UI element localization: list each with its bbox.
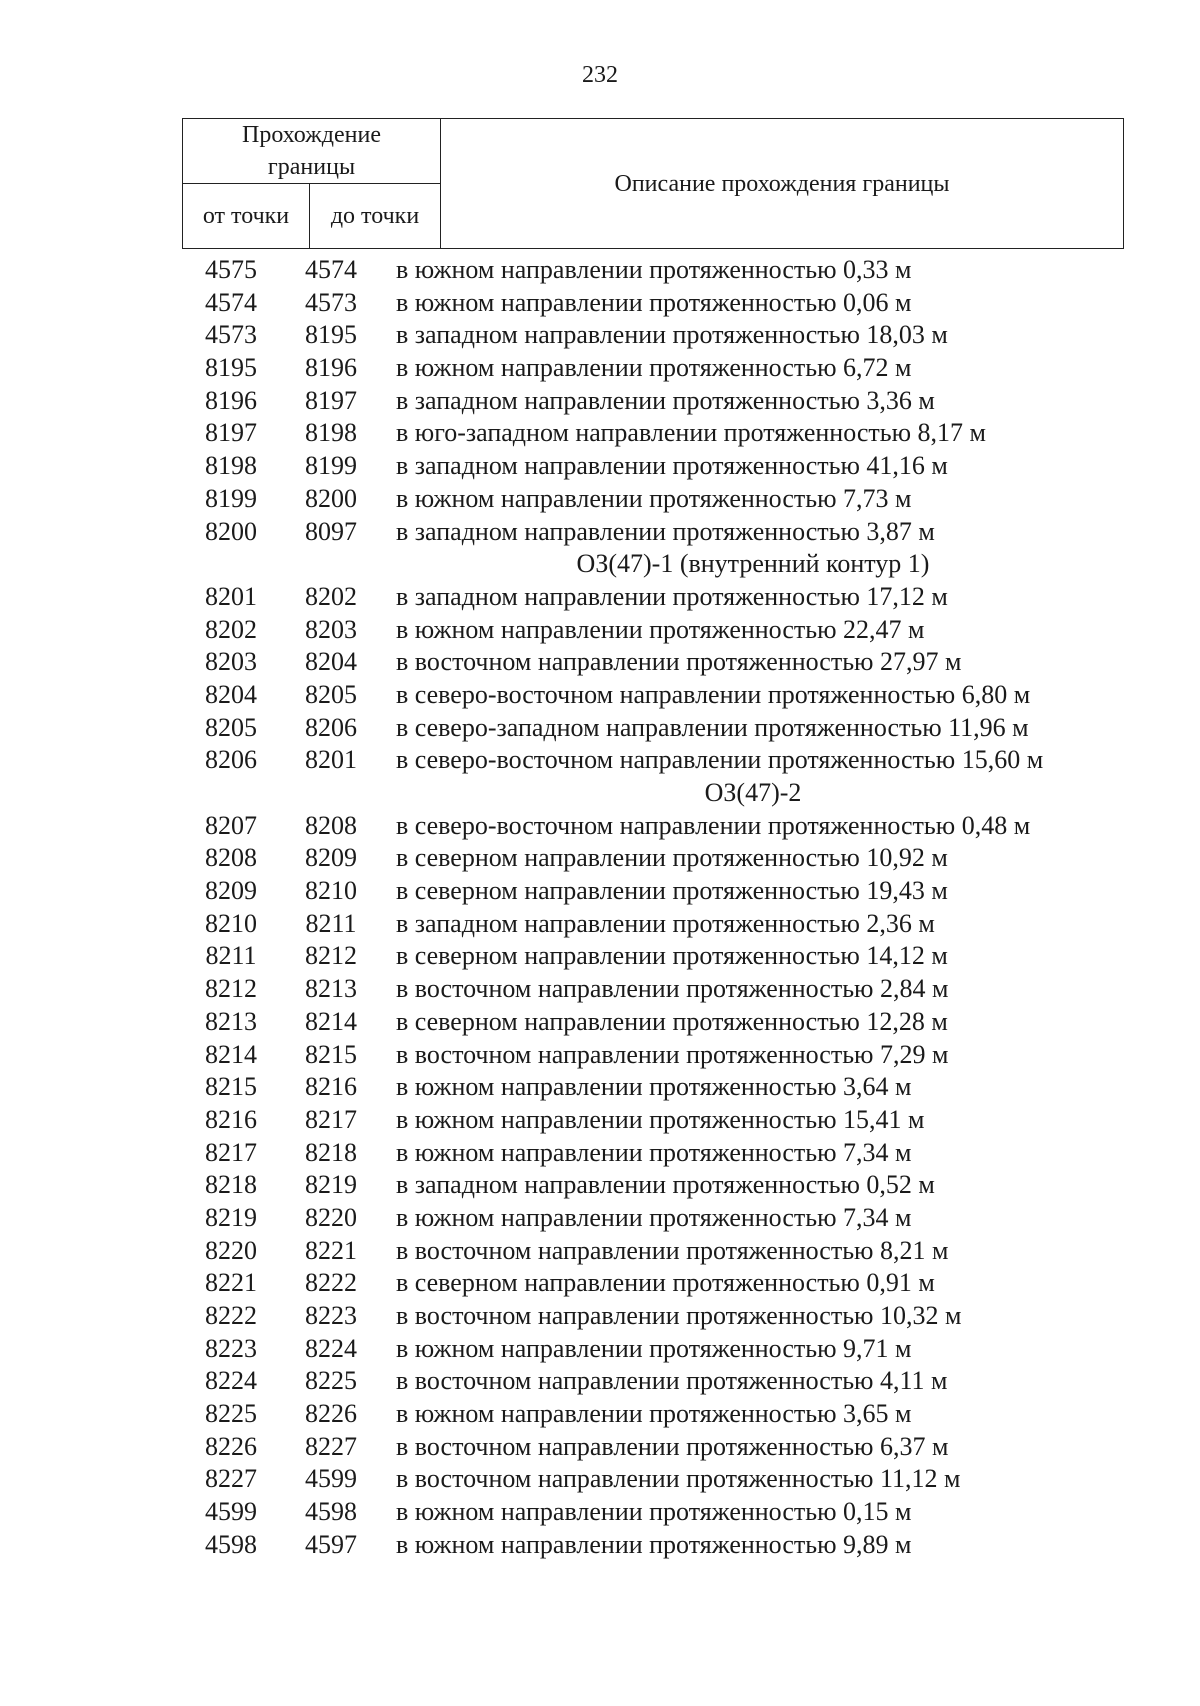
description-cell: в южном направлении протяженностью 7,34 м (396, 1202, 912, 1232)
to-point-cell: 8217 (305, 1104, 357, 1134)
from-point-cell: 4574 (205, 287, 257, 317)
to-point-cell: 8218 (305, 1137, 357, 1167)
to-point-cell: 8213 (305, 974, 357, 1004)
table-row (0, 1071, 1200, 1104)
table-row (0, 581, 1200, 614)
description-cell: в западном направлении протяженностью 0,52 м (396, 1170, 935, 1200)
to-point-cell: 8220 (305, 1202, 357, 1232)
from-point-cell: 4573 (205, 320, 257, 350)
table-header (182, 118, 1124, 249)
description-cell: в восточном направлении протяженностью 6,37 м (396, 1431, 949, 1461)
table-row (0, 1300, 1200, 1333)
to-point-cell: 8195 (305, 320, 357, 350)
to-point-cell: 8199 (305, 451, 357, 481)
description-cell: в восточном направлении протяженностью 4,11 м (396, 1366, 948, 1396)
description-cell: в южном направлении протяженностью 6,72 м (396, 353, 912, 383)
table-row (0, 1267, 1200, 1300)
to-point-cell: 4598 (305, 1497, 357, 1527)
description-cell: в южном направлении протяженностью 15,41 м (396, 1104, 925, 1134)
from-point-cell: 8207 (205, 810, 257, 840)
to-point-cell: 4597 (305, 1529, 357, 1559)
from-point-cell: 8195 (205, 353, 257, 383)
from-point-cell: 8202 (205, 614, 257, 644)
to-point-cell: 4574 (305, 255, 357, 284)
from-point-cell: 8212 (205, 974, 257, 1004)
table-row (0, 1039, 1200, 1072)
table-row (0, 646, 1200, 679)
to-point-cell: 4573 (305, 287, 357, 317)
table-row (0, 679, 1200, 712)
from-point-cell: 8221 (205, 1268, 257, 1298)
section-heading-row (0, 548, 1200, 581)
table-row (0, 1333, 1200, 1366)
from-point-cell: 8216 (205, 1104, 257, 1134)
from-point-cell: 8203 (205, 647, 257, 677)
description-cell: в восточном направлении протяженностью 27,97 м (396, 647, 962, 677)
from-point-cell: 8214 (205, 1039, 257, 1069)
description-cell: в западном направлении протяженностью 3,87 м (396, 516, 935, 546)
to-point-cell: 4599 (305, 1464, 357, 1494)
from-point-cell: 8196 (205, 385, 257, 415)
header-passage: Прохождение границы (183, 119, 441, 184)
table-row (0, 1431, 1200, 1464)
to-point-cell: 8206 (305, 712, 357, 742)
header-from-point: от точки (183, 184, 310, 249)
to-point-cell: 8208 (305, 810, 357, 840)
table-row (0, 450, 1200, 483)
description-cell: в юго-западном направлении протяженностью 8,17 м (396, 418, 986, 448)
table-row (0, 1104, 1200, 1137)
table-row (0, 1006, 1200, 1039)
description-cell: в северном направлении протяженностью 14,12 м (396, 941, 948, 971)
to-point-cell: 8225 (305, 1366, 357, 1396)
description-cell: в северо-западном направлении протяженностью 11,96 м (396, 712, 1029, 742)
from-point-cell: 8223 (205, 1333, 257, 1363)
to-point-cell: 8222 (305, 1268, 357, 1298)
from-point-cell: 8225 (205, 1399, 257, 1429)
from-point-cell: 8222 (205, 1301, 257, 1330)
description-cell: в южном направлении протяженностью 22,47 м (396, 614, 925, 644)
from-point-cell: 8211 (205, 941, 257, 971)
table-row (0, 810, 1200, 843)
from-point-cell: 8224 (205, 1366, 257, 1396)
table-row (0, 875, 1200, 908)
to-point-cell: 8216 (305, 1072, 357, 1102)
table-row (0, 908, 1200, 941)
to-point-cell: 8205 (305, 679, 357, 709)
from-point-cell: 8219 (205, 1202, 257, 1232)
table-row (0, 352, 1200, 385)
description-cell: в северо-восточном направлении протяженностью 15,60 м (396, 745, 1044, 775)
description-cell: в восточном направлении протяженностью 10,32 м (396, 1301, 962, 1330)
table-row (0, 1529, 1200, 1562)
to-point-cell: 8227 (305, 1431, 357, 1461)
section-caption: ОЗ(47)-2 (704, 778, 802, 807)
from-point-cell: 8217 (205, 1137, 257, 1167)
from-point-cell: 8215 (205, 1072, 257, 1102)
table-row (0, 744, 1200, 777)
description-cell: в восточном направлении протяженностью 7,29 м (396, 1039, 949, 1069)
header-to-point: до точки (310, 184, 441, 249)
from-point-cell: 4599 (205, 1497, 257, 1527)
description-cell: в южном направлении протяженностью 3,64 м (396, 1072, 912, 1102)
from-point-cell: 4575 (205, 255, 257, 284)
from-point-cell: 8213 (205, 1006, 257, 1036)
table-row (0, 1169, 1200, 1202)
to-point-cell: 8226 (305, 1399, 357, 1429)
description-cell: в северном направлении протяженностью 0,91 м (396, 1268, 935, 1298)
boundary-table-body (0, 254, 1200, 1562)
to-point-cell: 8219 (305, 1170, 357, 1200)
table-row (0, 842, 1200, 875)
to-point-cell: 8212 (305, 941, 357, 971)
description-cell: в южном направлении протяженностью 9,71 м (396, 1333, 912, 1363)
to-point-cell: 8209 (305, 843, 357, 873)
table-row (0, 1496, 1200, 1529)
to-point-cell: 8202 (305, 581, 357, 611)
table-row (0, 254, 1200, 287)
from-point-cell: 8206 (205, 745, 257, 775)
description-cell: в южном направлении протяженностью 7,73 м (396, 483, 912, 513)
description-cell: в южном направлении протяженностью 0,06 м (396, 287, 912, 317)
to-point-cell: 8196 (305, 353, 357, 383)
table-row (0, 1398, 1200, 1431)
section-caption: ОЗ(47)-1 (внутренний контур 1) (576, 549, 930, 579)
description-cell: в восточном направлении протяженностью 2,84 м (396, 974, 949, 1004)
table-row (0, 712, 1200, 745)
description-cell: в северном направлении протяженностью 12,28 м (396, 1006, 948, 1036)
from-point-cell: 8227 (205, 1464, 257, 1494)
description-cell: в южном направлении протяженностью 3,65 м (396, 1399, 912, 1429)
to-point-cell: 8223 (305, 1301, 357, 1330)
from-point-cell: 8208 (205, 843, 257, 873)
table-row (0, 319, 1200, 352)
to-point-cell: 8211 (305, 908, 357, 938)
from-point-cell: 8197 (205, 418, 257, 448)
to-point-cell: 8200 (305, 483, 357, 513)
to-point-cell: 8201 (305, 745, 357, 775)
header-description: Описание прохождения границы (441, 119, 1124, 249)
table-row (0, 287, 1200, 320)
to-point-cell: 8204 (305, 647, 357, 677)
description-cell: в северном направлении протяженностью 10,92 м (396, 843, 948, 873)
to-point-cell: 8197 (305, 385, 357, 415)
from-point-cell: 8200 (205, 516, 257, 546)
from-point-cell: 8220 (205, 1235, 257, 1265)
description-cell: в южном направлении протяженностью 0,15 м (396, 1497, 912, 1527)
to-point-cell: 8097 (305, 516, 357, 546)
description-cell: в северо-восточном направлении протяженностью 0,48 м (396, 810, 1031, 840)
description-cell: в южном направлении протяженностью 7,34 м (396, 1137, 912, 1167)
from-point-cell: 8198 (205, 451, 257, 481)
table-row (0, 1365, 1200, 1398)
from-point-cell: 8199 (205, 483, 257, 513)
table-row (0, 614, 1200, 647)
description-cell: в восточном направлении протяженностью 11,12 м (396, 1464, 961, 1494)
table-row (0, 1463, 1200, 1496)
from-point-cell: 8204 (205, 679, 257, 709)
table-row (0, 385, 1200, 418)
description-cell: в южном направлении протяженностью 0,33 м (396, 255, 912, 284)
from-point-cell: 8205 (205, 712, 257, 742)
to-point-cell: 8198 (305, 418, 357, 448)
description-cell: в восточном направлении протяженностью 8,21 м (396, 1235, 949, 1265)
to-point-cell: 8214 (305, 1006, 357, 1036)
from-point-cell: 8201 (205, 581, 257, 611)
description-cell: в северном направлении протяженностью 19,43 м (396, 876, 948, 906)
description-cell: в южном направлении протяженностью 9,89 м (396, 1529, 912, 1559)
table-row (0, 1137, 1200, 1170)
description-cell: в западном направлении протяженностью 18,03 м (396, 320, 948, 350)
to-point-cell: 8221 (305, 1235, 357, 1265)
from-point-cell: 8218 (205, 1170, 257, 1200)
page-number: 232 (582, 62, 618, 88)
description-cell: в западном направлении протяженностью 41,16 м (396, 451, 948, 481)
from-point-cell: 4598 (205, 1529, 257, 1559)
table-row (0, 973, 1200, 1006)
table-row (0, 1235, 1200, 1268)
from-point-cell: 8210 (205, 908, 257, 938)
table-row (0, 940, 1200, 973)
description-cell: в северо-восточном направлении протяженностью 6,80 м (396, 679, 1031, 709)
to-point-cell: 8215 (305, 1039, 357, 1069)
to-point-cell: 8210 (305, 876, 357, 906)
from-point-cell: 8226 (205, 1431, 257, 1461)
to-point-cell: 8203 (305, 614, 357, 644)
table-row (0, 1202, 1200, 1235)
section-heading-row (0, 777, 1200, 810)
description-cell: в западном направлении протяженностью 17,12 м (396, 581, 948, 611)
table-row (0, 417, 1200, 450)
from-point-cell: 8209 (205, 876, 257, 906)
to-point-cell: 8224 (305, 1333, 357, 1363)
description-cell: в западном направлении протяженностью 2,36 м (396, 908, 935, 938)
table-row (0, 516, 1200, 549)
table-row (0, 483, 1200, 516)
description-cell: в западном направлении протяженностью 3,36 м (396, 385, 935, 415)
